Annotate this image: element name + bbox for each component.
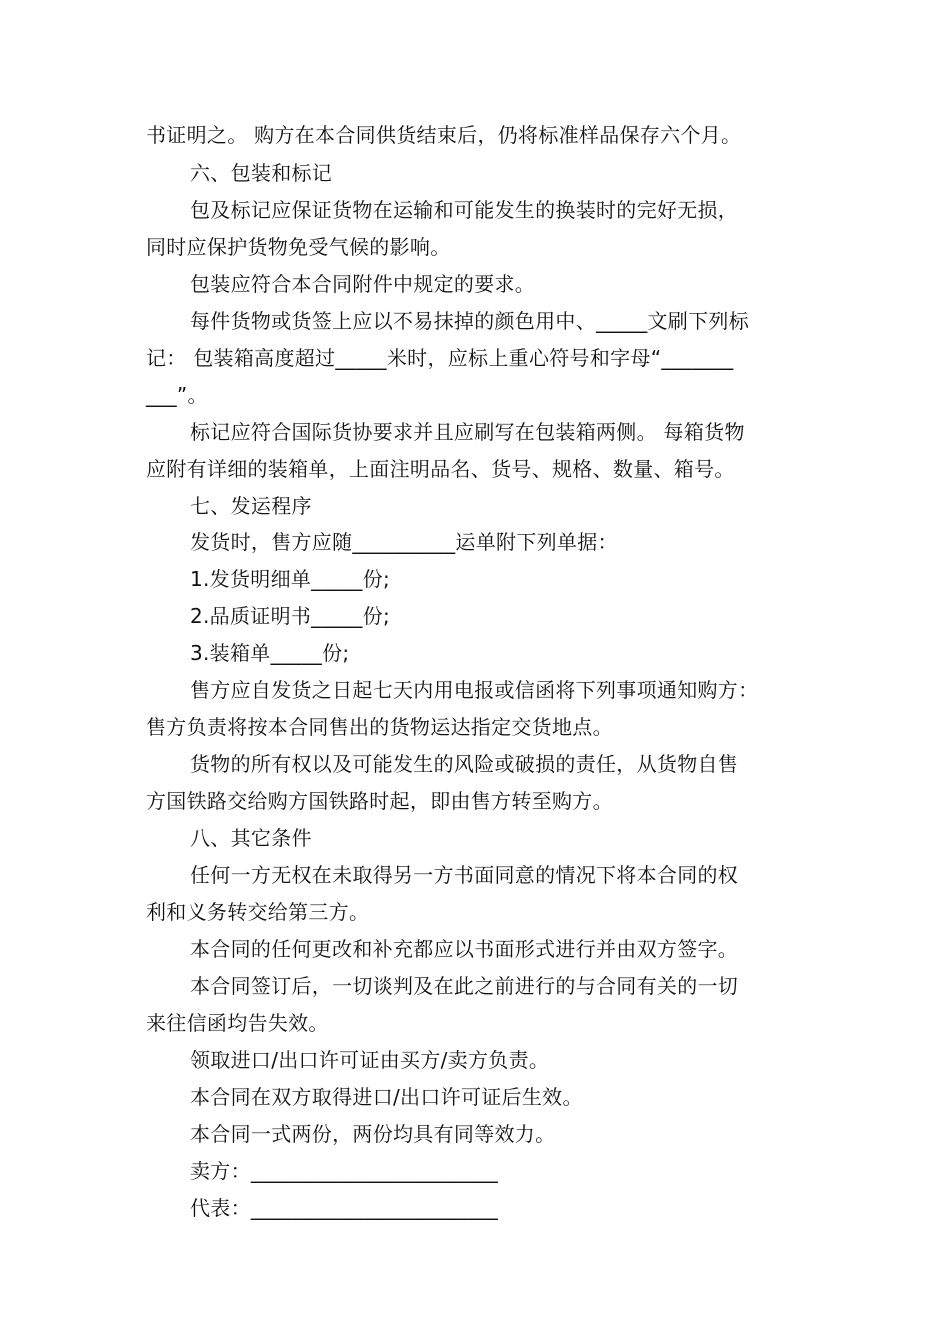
paragraph-line: 本合同的任何更改和补充都应以书面形式进行并由双方签字。 <box>190 937 739 961</box>
list-item: 1.发货明细单_____份; <box>190 567 391 591</box>
seller-signature-line: 卖方：________________________ <box>190 1159 499 1183</box>
paragraph-line: 任何一方无权在未取得另一方书面同意的情况下将本合同的权 <box>190 863 739 887</box>
paragraph-line: 包及标记应保证货物在运输和可能发生的换装时的完好无损， <box>190 198 739 222</box>
paragraph-line: 售方应自发货之日起七天内用电报或信函将下列事项通知购方： <box>190 678 759 702</box>
section-heading-other-terms: 八、其它条件 <box>190 826 312 850</box>
paragraph-line: 售方负责将按本合同售出的货物运达指定交货地点。 <box>146 715 613 739</box>
paragraph-line: 标记应符合国际货协要求并且应刷写在包装箱两侧。 每箱货物 <box>190 420 745 444</box>
paragraph-line: 领取进口/出口许可证由买方/卖方负责。 <box>190 1048 550 1072</box>
paragraph-line: 记： 包装箱高度超过_____米时，应标上重心符号和字母“_______ <box>146 346 734 370</box>
paragraph-line: 利和义务转交给第三方。 <box>146 900 370 924</box>
paragraph-line: 本合同在双方取得进口/出口许可证后生效。 <box>190 1085 583 1109</box>
paragraph-line: 书证明之。 购方在本合同供货结束后，仍将标准样品保存六个月。 <box>146 123 742 147</box>
section-heading-shipping: 七、发运程序 <box>190 494 312 518</box>
paragraph-line: 包装应符合本合同附件中规定的要求。 <box>190 272 536 296</box>
paragraph-line: 同时应保护货物免受气候的影响。 <box>146 235 451 259</box>
paragraph-line: ___”。 <box>146 383 208 407</box>
paragraph-line: 本合同一式两份，两份均具有同等效力。 <box>190 1122 556 1146</box>
paragraph-line: 货物的所有权以及可能发生的风险或破损的责任，从货物自售 <box>190 752 739 776</box>
representative-signature-line: 代表：________________________ <box>190 1196 499 1220</box>
paragraph-line: 发货时，售方应随__________运单附下列单据： <box>190 530 618 554</box>
paragraph-line: 本合同签订后，一切谈判及在此之前进行的与合同有关的一切 <box>190 974 739 998</box>
list-item: 2.品质证明书_____份; <box>190 604 391 628</box>
paragraph-line: 每件货物或货签上应以不易抹掉的颜色用中、_____文刷下列标 <box>190 309 749 333</box>
paragraph-line: 方国铁路交给购方国铁路时起，即由售方转至购方。 <box>146 789 613 813</box>
paragraph-line: 来往信函均告失效。 <box>146 1011 329 1035</box>
list-item: 3.装箱单_____份; <box>190 641 350 665</box>
section-heading-packing: 六、包装和标记 <box>190 161 333 185</box>
paragraph-line: 应附有详细的装箱单，上面注明品名、货号、规格、数量、箱号。 <box>146 457 735 481</box>
